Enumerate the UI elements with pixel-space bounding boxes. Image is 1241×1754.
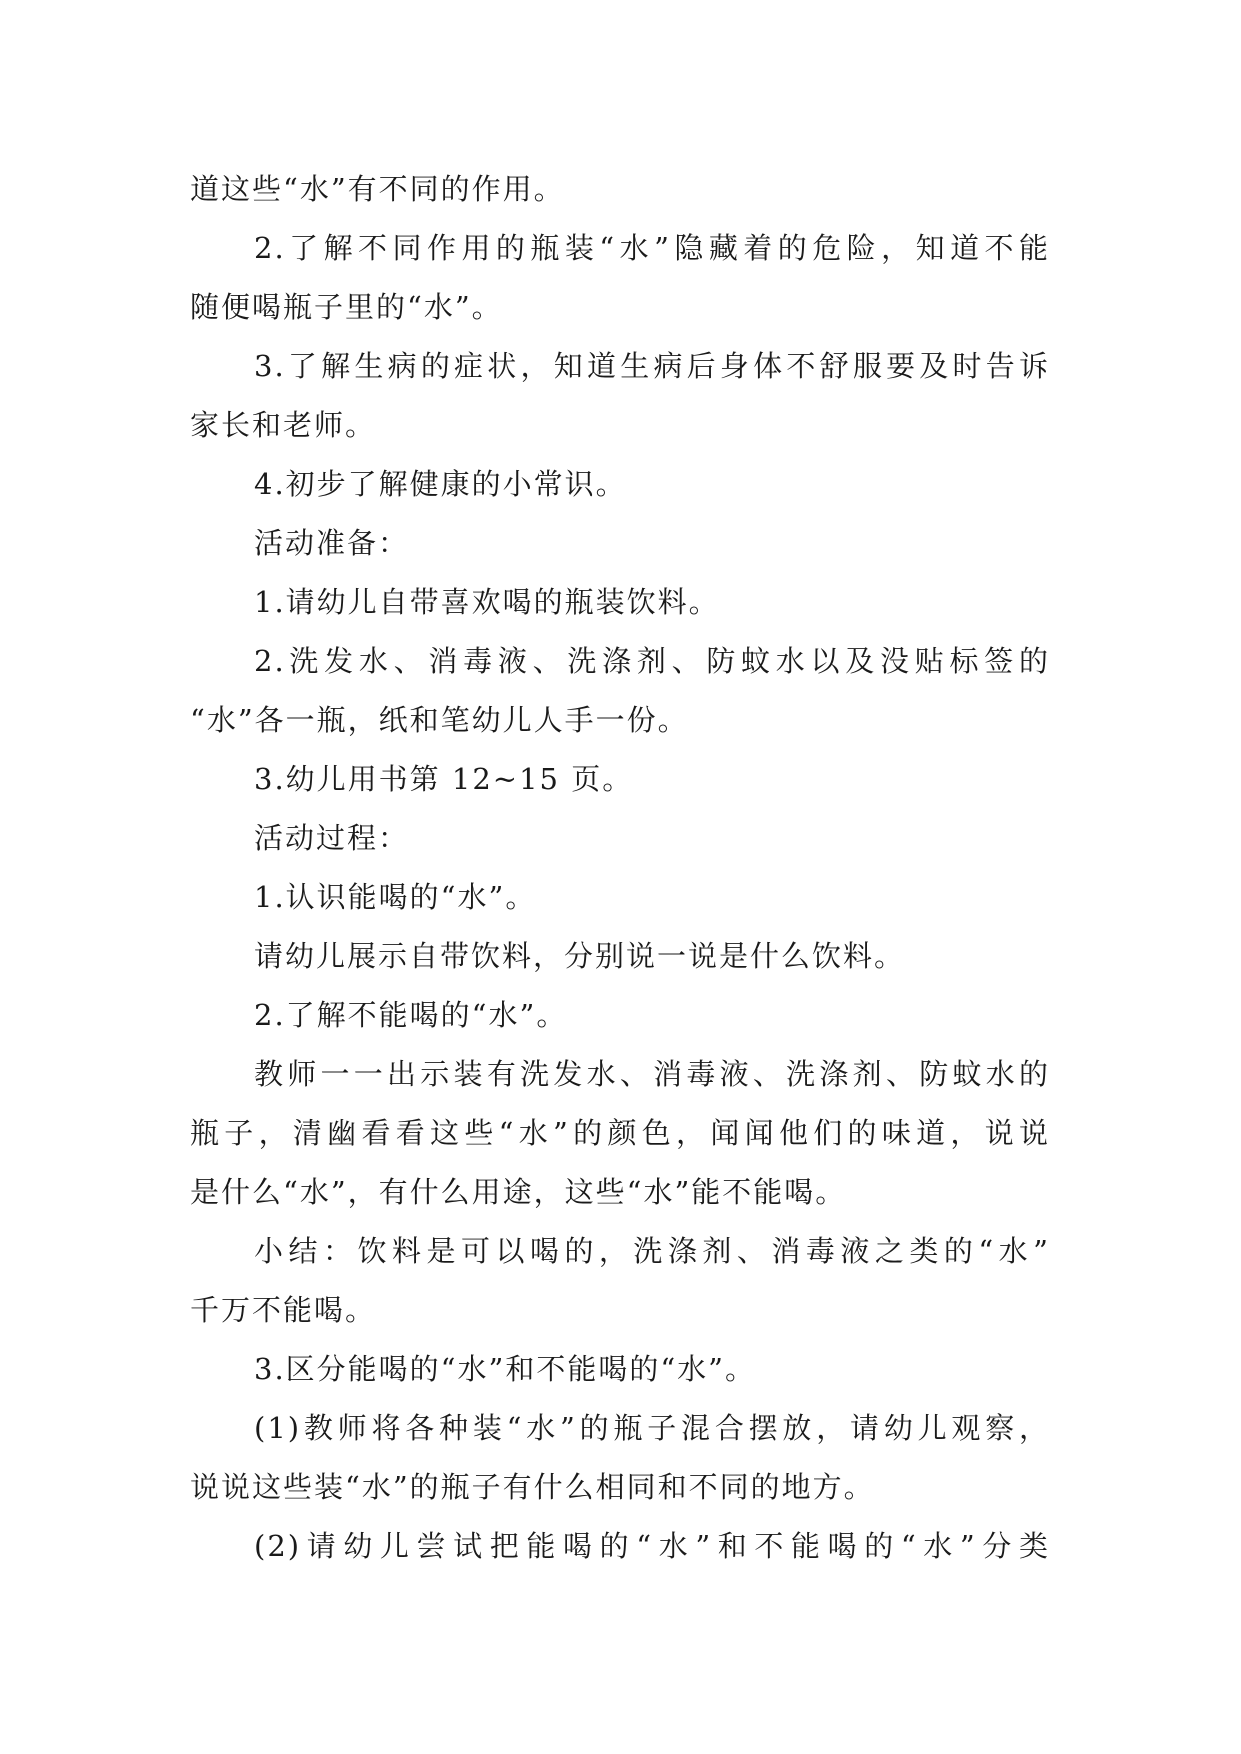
text-line: (1)教师将各种装“水”的瓶子混合摆放，请幼儿观察， [254,1411,1050,1445]
text-line: 1.认识能喝的“水”。 [254,880,537,914]
text-line: 3.了解生病的症状，知道生病后身体不舒服要及时告诉 [254,349,1050,383]
text-line: 千万不能喝。 [190,1293,377,1327]
text-line: 是什么“水”，有什么用途，这些“水”能不能喝。 [190,1175,847,1209]
text-line: 教师一一出示装有洗发水、消毒液、洗涤剂、防蚊水的 [254,1057,1050,1091]
text-line: 瓶子，清幽看看这些“水”的颜色，闻闻他们的味道，说说 [190,1116,1050,1150]
text-line: 2.了解不同作用的瓶装“水”隐藏着的危险，知道不能 [254,231,1050,265]
text-line: 1.请幼儿自带喜欢喝的瓶装饮料。 [254,585,720,619]
text-line: 请幼儿展示自带饮料，分别说一说是什么饮料。 [254,939,906,973]
text-line: 3.幼儿用书第 12~15 页。 [254,762,634,796]
document-body [190,160,1050,1576]
text-line: 家长和老师。 [190,408,377,442]
text-line: 4.初步了解健康的小常识。 [254,467,627,501]
text-line: “水”各一瓶，纸和笔幼儿人手一份。 [190,703,689,737]
text-line: 道这些“水”有不同的作用。 [190,172,565,206]
text-line: (2)请幼儿尝试把能喝的“水”和不能喝的“水”分类 [254,1529,1050,1563]
text-line: 随便喝瓶子里的“水”。 [190,290,503,324]
text-line: 2.了解不能喝的“水”。 [254,998,568,1032]
text-line: 2.洗发水、消毒液、洗涤剂、防蚊水以及没贴标签的 [254,644,1050,678]
section-heading: 活动准备： [254,526,410,560]
text-line: 3.区分能喝的“水”和不能喝的“水”。 [254,1352,756,1386]
text-line: 说说这些装“水”的瓶子有什么相同和不同的地方。 [190,1470,875,1504]
section-heading: 活动过程： [254,821,410,855]
text-line: 小结：饮料是可以喝的，洗涤剂、消毒液之类的“水” [254,1234,1050,1268]
